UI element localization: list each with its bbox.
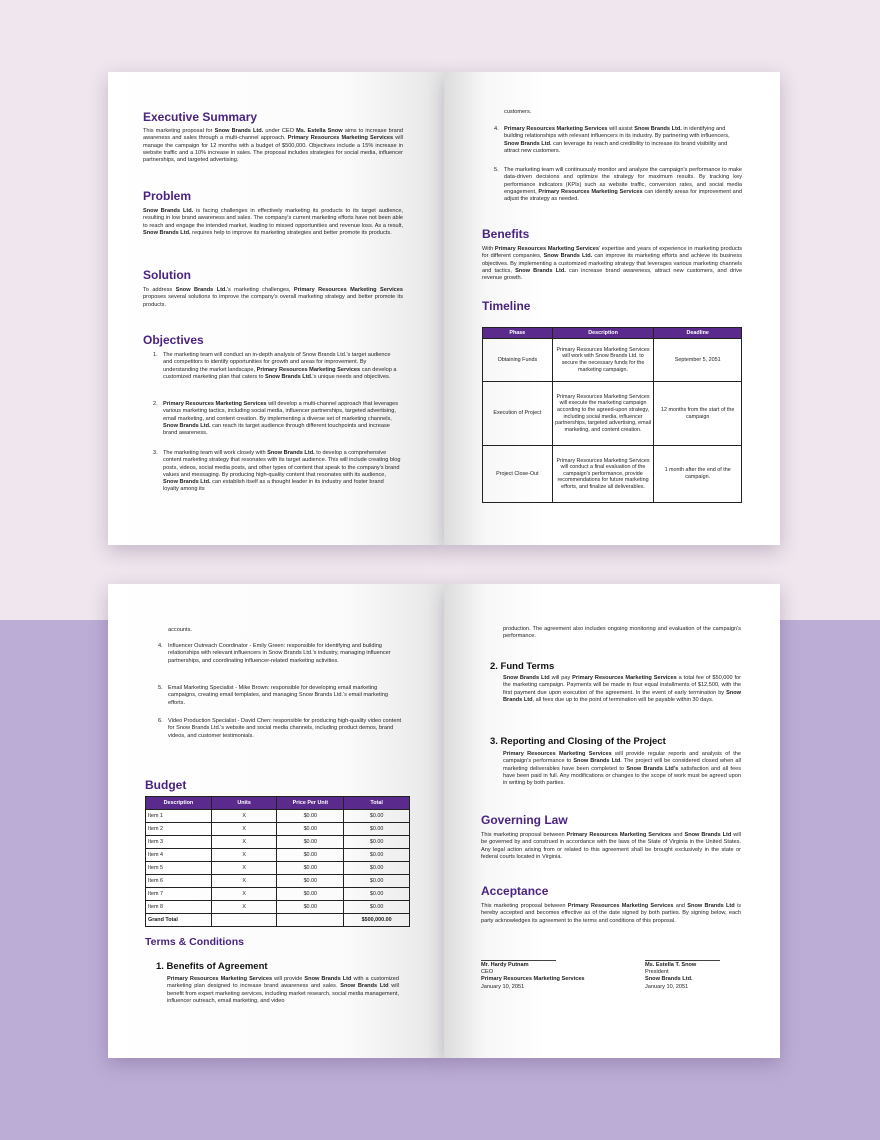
team-number: 6. [158, 718, 163, 724]
timeline-deadline: 1 month after the end of the campaign. [654, 446, 742, 503]
budget-row [146, 888, 410, 901]
solution-text: To address Snow Brands Ltd.'s marketing challenges, Primary Resources Marketing Services proposes several solutions to improve the company's overall marketing strategy and better promote its products. [143, 287, 403, 308]
budget-total: $0.00 [344, 823, 410, 836]
team-item-4 [158, 643, 406, 665]
budget-header-units: Units [211, 797, 277, 810]
problem-heading: Problem [143, 189, 192, 203]
budget-price: $0.00 [277, 849, 344, 862]
budget-row [146, 810, 410, 823]
continued-text: accounts. [168, 627, 192, 633]
fund-terms-heading: 2. Fund Terms [490, 661, 555, 672]
budget-total: $0.00 [344, 849, 410, 862]
budget-units: X [211, 849, 277, 862]
objective-number: 2. [153, 401, 158, 407]
signer-org: Snow Brands Ltd. [645, 976, 693, 983]
executive-summary-heading: Executive Summary [143, 110, 258, 124]
budget-heading: Budget [145, 778, 187, 792]
timeline-deadline: 12 months from the start of the campaign [654, 382, 742, 446]
benefits-text: With Primary Resources Marketing Services' expertise and years of experience in marketing products for different companies, Snow Brands Ltd. can improve its marketing efforts and achieve its business objectives. By implementing a customized marketing strategy that leverages various marketing channels and tactics, Snow Brands Ltd. can increase brand awareness, attract new customers, and drive revenue growth. [482, 246, 742, 282]
timeline-description: Primary Resources Marketing Services will work with Snow Brands Ltd. to secure the necessary funds for the marketing campaign. [552, 339, 654, 382]
budget-header-total: Total [344, 797, 410, 810]
budget-price: $0.00 [277, 810, 344, 823]
budget-total-value: $500,000.00 [344, 914, 410, 927]
timeline-description: Primary Resources Marketing Services will execute the marketing campaign according to the agreed-upon strategy, including social media, influencer partnerships, targeted advertising, email marketing, and content creation. [552, 382, 654, 446]
objective-number: 3. [153, 450, 158, 456]
governing-law-text: This marketing proposal between Primary Resources Marketing Services and Snow Brands Ltd will be governed by and construed in accordance with the laws of the State of Virginia in the United States. Any legal action arising from or related to this agreement shall be brought exclusively in the state or federal courts located in Virginia. [481, 832, 741, 860]
objective-item-3 [153, 450, 401, 494]
budget-description: Item 4 [146, 849, 212, 862]
continued-text: customers. [504, 109, 532, 115]
budget-price: $0.00 [277, 836, 344, 849]
timeline-row [483, 446, 742, 503]
timeline-phase: Obtaining Funds [483, 339, 553, 382]
objective-item-2 [153, 401, 401, 437]
budget-row [146, 836, 410, 849]
team-item-6 [158, 718, 406, 740]
team-text: Video Production Specialist - David Chen: responsible for producing high-quality video content for Snow Brands Ltd.'s website and social media channels, including product demos, brand videos, and customer testimonials. [168, 718, 402, 739]
team-text: Influencer Outreach Coordinator - Emily Green: responsible for identifying and building relationships with relevant influencers in Snow Brands Ltd.'s industry, managing influencer partnerships, and coordinating influencer-related marketing activities. [168, 643, 391, 664]
signer-org: Primary Resources Marketing Services [481, 976, 585, 983]
signer-date: January 10, 2051 [481, 983, 525, 990]
timeline-header-description: Description [552, 328, 654, 339]
benefits-heading: Benefits [482, 227, 530, 241]
problem-text: Snow Brands Ltd. is facing challenges in effectively marketing its products to its target audience, resulting in low brand awareness and sales. The company's current marketing efforts have not been able to reach and engage the intended market, leading to missed opportunities and revenue loss. As a result, Snow Brands Ltd. requires help to improve its marketing strategies and better promote its products. [143, 208, 404, 236]
budget-row [146, 862, 410, 875]
budget-header-row [146, 797, 410, 810]
budget-price: $0.00 [277, 862, 344, 875]
budget-total: $0.00 [344, 875, 410, 888]
budget-row [146, 875, 410, 888]
signature-block-left [481, 962, 621, 991]
page-2 [444, 72, 780, 545]
budget-units: X [211, 823, 277, 836]
budget-total-empty [277, 914, 344, 927]
objectives-heading: Objectives [143, 333, 204, 347]
signer-name: Ms. Estella T. Snow [645, 962, 697, 968]
signature-line-left [481, 960, 556, 961]
page-3 [108, 584, 444, 1058]
timeline-table [482, 327, 742, 503]
signature-line-right [645, 960, 720, 961]
signer-role: CEO [481, 969, 494, 976]
executive-summary-text: This marketing proposal for Snow Brands Ltd. under CEO Ms. Estella Snow aims to increase brand awareness and sales through a multi-channel approach. Primary Resources Marketing Services will manage the campaign for 12 months with a budget of $500,000. Objectives include a 15% increase in website traffic and a 10% increase in sales. The proposal includes strategies for social media, influencer partnerships, and targeted advertising. [143, 128, 403, 164]
budget-total-row [146, 914, 410, 927]
budget-description: Item 7 [146, 888, 212, 901]
budget-price: $0.00 [277, 888, 344, 901]
budget-row [146, 823, 410, 836]
budget-table [145, 796, 410, 927]
budget-description: Item 2 [146, 823, 212, 836]
budget-price: $0.00 [277, 823, 344, 836]
budget-description: Item 8 [146, 901, 212, 914]
acceptance-heading: Acceptance [481, 884, 549, 898]
budget-row [146, 849, 410, 862]
continued-text: production. The agreement also includes ongoing monitoring and evaluation of the campaign's performance. [503, 626, 741, 640]
objective-text: The marketing team will work closely with Snow Brands Ltd. to develop a comprehensive content marketing strategy that resonates with its target audience. This will include creating blog posts, videos, social media posts, and other types of content that speak to the company's brand values and messaging. By producing high-quality content that resonates with its audience, Snow Brands Ltd. can establish itself as a thought leader in its industry and foster brand loyalty among its [163, 450, 401, 493]
team-text: Email Marketing Specialist - Mike Brown: responsible for developing email marketing campaigns, creating email templates, and managing Snow Brands Ltd.'s email marketing efforts. [168, 685, 388, 706]
objective-number: 4. [494, 126, 499, 132]
budget-total: $0.00 [344, 836, 410, 849]
solution-heading: Solution [143, 268, 191, 282]
budget-description: Item 5 [146, 862, 212, 875]
budget-units: X [211, 901, 277, 914]
benefits-agreement-text: Primary Resources Marketing Services will provide Snow Brands Ltd with a customized marketing plan designed to increase brand awareness and sales. Snow Brands Ltd will benefit from expert marketing services, including market research, social media management, influencer outreach, email marketing, and video [167, 976, 400, 1004]
timeline-deadline: September 5, 2051 [654, 339, 742, 382]
signature-block-right [645, 962, 745, 991]
budget-total: $0.00 [344, 901, 410, 914]
timeline-header-phase: Phase [483, 328, 553, 339]
timeline-header-deadline: Deadline [654, 328, 742, 339]
signer-date: January 10, 2051 [645, 983, 689, 990]
team-item-5 [158, 685, 406, 707]
objective-item-4 [494, 126, 742, 155]
reporting-heading: 3. Reporting and Closing of the Project [490, 736, 666, 747]
page-1 [108, 72, 444, 545]
objective-item-1 [153, 352, 401, 381]
timeline-phase: Project Close-Out [483, 446, 553, 503]
budget-description: Item 3 [146, 836, 212, 849]
benefits-agreement-heading: 1. Benefits of Agreement [156, 961, 268, 972]
budget-units: X [211, 836, 277, 849]
terms-heading: Terms & Conditions [145, 936, 244, 948]
timeline-row [483, 339, 742, 382]
budget-units: X [211, 888, 277, 901]
budget-units: X [211, 810, 277, 823]
objective-text: The marketing team will conduct an in-depth analysis of Snow Brands Ltd.'s target audience and competitors to identify opportunities for growth and areas for improvement. By understanding the market landscape, Primary Resources Marketing Services can develop a customized marketing plan that caters to Snow Brands Ltd.'s unique needs and objectives. [163, 352, 397, 380]
objective-number: 5. [494, 167, 499, 173]
objective-number: 1. [153, 352, 158, 358]
budget-row [146, 901, 410, 914]
budget-total: $0.00 [344, 810, 410, 823]
timeline-header-row [483, 328, 742, 339]
budget-header-description: Description [146, 797, 212, 810]
budget-total-label: Grand Total [146, 914, 212, 927]
signer-name: Mr. Hardy Putnam [481, 962, 529, 968]
budget-units: X [211, 862, 277, 875]
timeline-phase: Execution of Project [483, 382, 553, 446]
budget-units: X [211, 875, 277, 888]
page-4 [444, 584, 780, 1058]
objective-text: Primary Resources Marketing Services will assist Snow Brands Ltd. in identifying and building relationships with relevant influencers in its industry. By partnering with influencers, Snow Brands Ltd. can leverage its reach and credibility to increase its brand visibility and attract new customers. [504, 126, 730, 154]
governing-law-heading: Governing Law [481, 813, 568, 827]
objective-text: The marketing team will continuously monitor and analyze the campaign's performance to make data-driven decisions and optimize the strategy for maximum results. By tracking key performance indicators (KPIs) such as website traffic, conversion rates, and social media engagement, Primary Resources Marketing Services can identify areas for improvement and adjust the strategy as needed. [504, 167, 742, 203]
objective-text: Primary Resources Marketing Services will develop a multi-channel approach that leverages various marketing tactics, including social media, influencer partnerships, targeted advertising, email marketing, and content creation. By implementing a diverse set of marketing channels, Snow Brands Ltd. can reach its target audience through different touchpoints and increase brand awareness. [163, 401, 399, 437]
team-number: 5. [158, 685, 163, 691]
team-number: 4. [158, 643, 163, 649]
budget-description: Item 1 [146, 810, 212, 823]
fund-terms-text: Snow Brands Ltd will pay Primary Resources Marketing Services a total fee of $50,000 for the marketing campaign. Payments will be made in four equal installments of $12,500, with the first payment due upon execution of the agreement. In the event of early termination by Snow Brands Ltd, all fees due up to the point of termination will be payable within 30 days. [503, 675, 742, 703]
budget-price: $0.00 [277, 875, 344, 888]
budget-total: $0.00 [344, 888, 410, 901]
signer-role: President [645, 969, 669, 976]
budget-description: Item 6 [146, 875, 212, 888]
timeline-row [483, 382, 742, 446]
acceptance-text: This marketing proposal between Primary Resources Marketing Services and Snow Brands Ltd is hereby accepted and becomes effective as of the date signed by both parties. By signing below, each party acknowledges its agreement to the terms and conditions of this proposal. [481, 903, 742, 924]
reporting-text: Primary Resources Marketing Services will provide regular reports and analysis of the campaign's performance to Snow Brands Ltd. The project will be considered closed when all marketing deliverables have been completed to Snow Brands Ltd's satisfaction and all fees have been paid in full. Any modifications or changes to the scope of work must be agreed upon in writing by both parties. [503, 751, 742, 787]
timeline-heading: Timeline [482, 299, 531, 313]
budget-price: $0.00 [277, 901, 344, 914]
objective-item-5 [494, 167, 742, 203]
budget-header-price: Price Per Unit [277, 797, 344, 810]
budget-total-empty [211, 914, 277, 927]
budget-total: $0.00 [344, 862, 410, 875]
timeline-description: Primary Resources Marketing Services will conduct a final evaluation of the campaign's performance, provide recommendations for future marketing efforts, and finalize all deliverables. [552, 446, 654, 503]
